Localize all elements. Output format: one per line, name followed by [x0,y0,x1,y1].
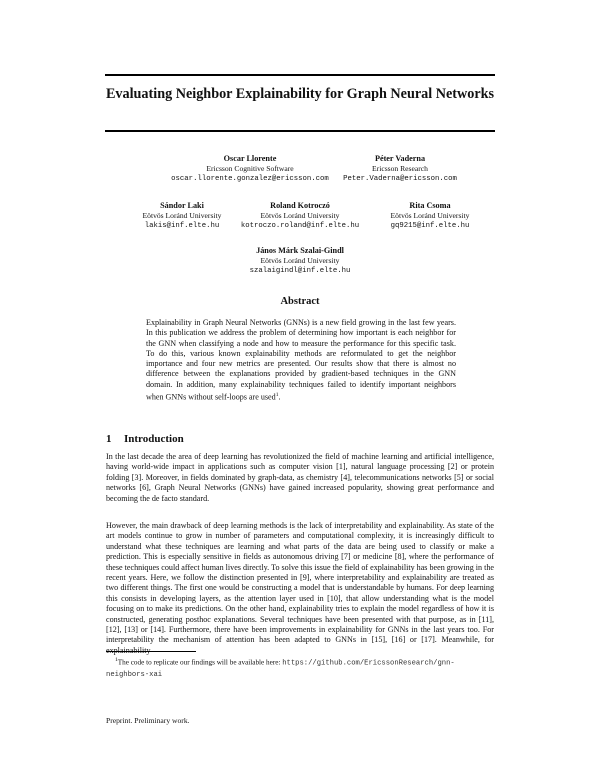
preprint-note: Preprint. Preliminary work. [106,716,190,725]
author-email: gq9215@inf.elte.hu [390,222,470,230]
footnote-text: The code to replicate our findings will be available here: [117,658,283,667]
author-block [360,201,500,231]
author-name: Roland Kotroczó [270,201,330,210]
title-bottom-rule [105,130,495,132]
author-name: Péter Vaderna [374,154,426,163]
author-name: János Márk Szalai-Gindl [256,246,344,255]
author-affiliation: Eötvös Loránd University [142,211,222,220]
section-heading [106,433,184,445]
footnote-marker: 1 [115,657,118,663]
title-top-rule [105,74,495,76]
author-affiliation: Eötvös Loránd University [390,211,470,220]
author-email: oscar.llorente.gonzalez@ericsson.com [171,175,329,183]
author-name: Rita Csoma [409,201,451,210]
footnote-rule [106,651,196,652]
author-affiliation: Ericsson Cognitive Software [206,164,294,173]
author-affiliation: Eötvös Loránd University [260,211,340,220]
author-block [300,154,500,184]
author-name: Sándor Laki [160,201,204,210]
author-email: Peter.Vaderna@ericsson.com [343,175,457,183]
author-name: Oscar Llorente [223,154,277,163]
author-email: szalaigindl@inf.elte.hu [249,267,351,275]
author-affiliation: Eötvös Loránd University [260,256,340,265]
author-block [200,246,400,276]
section-title: Introduction [124,433,184,445]
paper-title: Evaluating Neighbor Explainability for Graph Neural Networks [105,86,495,102]
abstract-heading: Abstract [280,296,320,307]
abstract-body: Explainability in Graph Neural Networks (GNNs) is a new field growing in the last few years. In this publication we address the problem of determining how important is each neighbor for the GNN when classifying a node and how to measure the performance for this specific task. To do this, various known explainability methods are reformulated to get the neighbor importance and four new metrics are presented. Our results show that there is almost no difference between the explanations provided by gradient-based techniques in the GNN domain. In addition, many explainability techniques failed to identify important neighbors when GNNs without self-loops are used$^1$. [146,318,456,402]
author-email: kotroczo.roland@inf.elte.hu [240,222,360,230]
abstract-text: Explainability in Graph Neural Networks (GNNs) is a new field growing in the last few years. In this publication we address the problem of determining how important is each neighbor for the GNN when classifying a node and how to measure the performance for this specific task. To do this, various known explainability methods are reformulated to get the neighbor importance and four new metrics are presented. Our results show that there is almost no difference between the explanations provided by gradient-based techniques in the GNN domain. In addition, many explainability techniques failed to identify important neighbors when GNNs without self-loops are used [146,318,456,402]
author-affiliation: Ericsson Research [372,164,428,173]
intro-paragraph: However, the main drawback of deep learning methods is the lack of interpretability and explainability. As state of the art models continue to grow in number of parameters and computational complexity, it is increasingly difficult to understand what these techniques are learning and what parts of the data are being used to classify or make a prediction. This is especially sensitive in fields as autonomous driving [7] or medicine [8], where the performance of these techniques could affect human lives directly. To solve this issue the field of explainability has been growing in the recent years. Here, we follow the distinction presented in [9], where interpretability and explainability are treated as two different things. The first one would be constructing a model that is understandable by humans. For deep learning this consists in developing layers, as the attention layer used in [10], that allow understanding what is the model focusing on to make its predictions. On the other hand, explainability tries to explain the model regardless of how it is constructed, generating posthoc explanations. Several techniques have been presented with that purpose, as in [11], [12], [13] or [14]. Furthermore, there have been improvements in explainability for GNNs in the last years too. For interpretability the mechanism of attention has been adapted to GNNs in [15], [16] or [17]. Meanwhile, for [106,521,494,645]
footnote [106,655,494,681]
intro-paragraph: In the last decade the area of deep learning has revolutionized the field of machine learning and artificial intelligence, having world-wide impact in applications such as computer vision [1], natural language processing [2] or protein folding [3]. Moreover, in fields dominated by graph-data, as chemistry [4], telecommunications networks [5] or social networks [6], Graph Neural Networks (GNNs) have gained increased popularity, showing great performance and becoming the de facto standard. [106,452,494,503]
footnote-link[interactable]: https://github.com/EricssonResearch/gnn-neighbors-xai [106,659,455,679]
author-block [220,201,380,231]
author-email: lakis@inf.elte.hu [144,222,220,230]
footnote-marker: 1 [275,392,279,399]
section-number: 1 [106,433,112,445]
